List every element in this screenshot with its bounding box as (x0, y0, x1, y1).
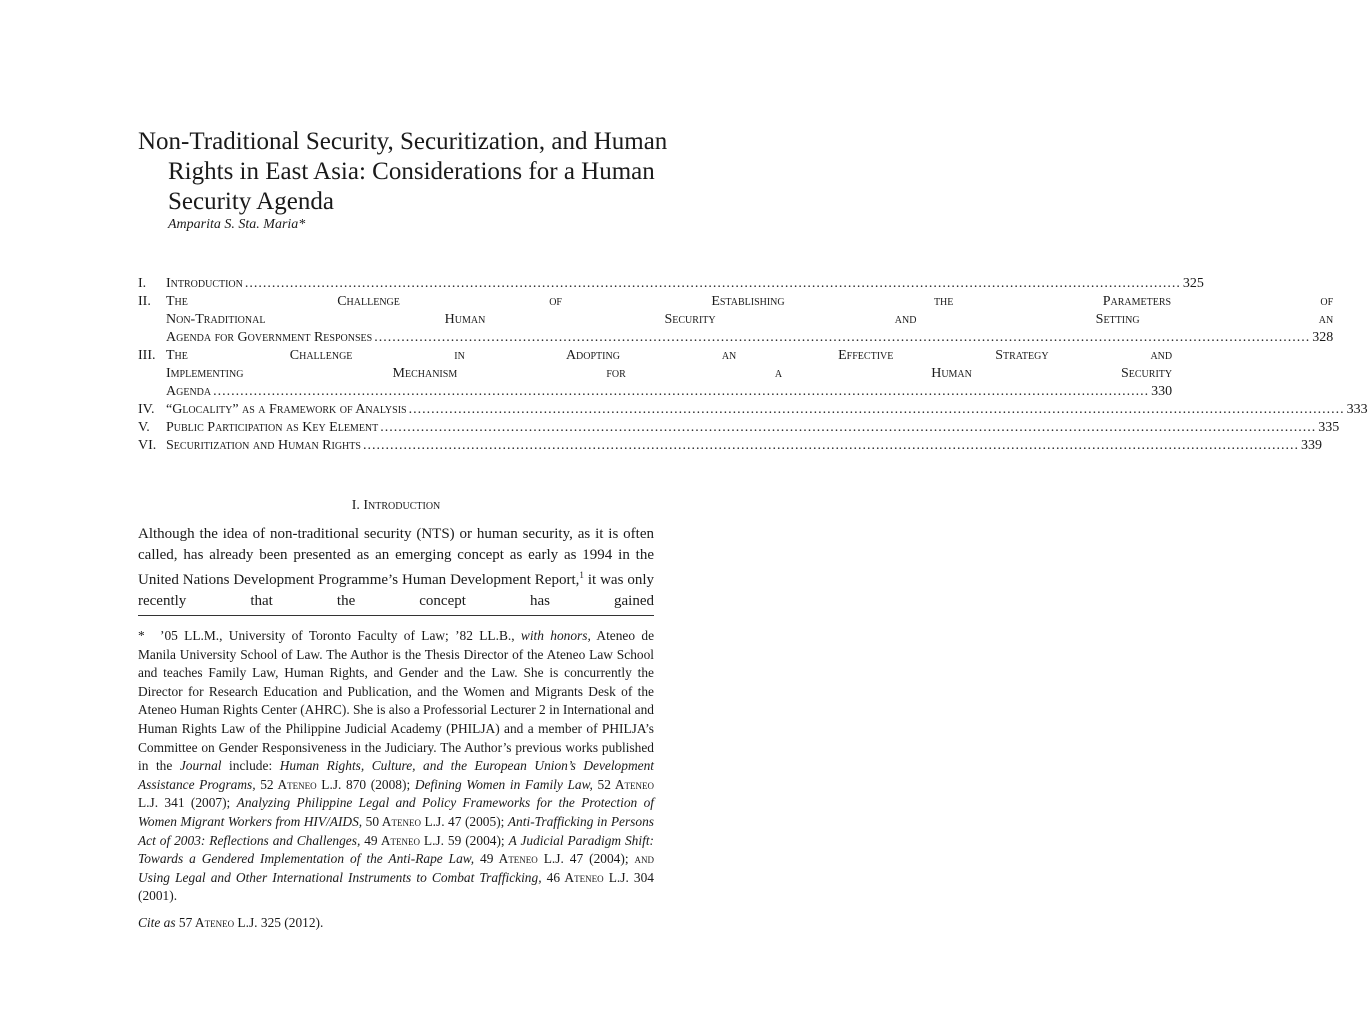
toc-entry (138, 347, 1173, 401)
toc-page: 335 (1318, 420, 1340, 435)
toc-number: IV. (138, 402, 155, 417)
footnote-reference: 1 (579, 570, 584, 580)
toc-title: Agenda for Government Responses (166, 330, 373, 345)
toc-entry (138, 437, 1322, 455)
toc-title: Agenda (166, 384, 212, 399)
toc-title: Implementing Mechanism for a Human Security (166, 366, 1173, 381)
toc-page: 333 (1346, 402, 1368, 417)
toc-title: The Challenge of Establishing the Parameters of (166, 294, 1334, 309)
toc-entry (138, 419, 1340, 437)
footnote-text: include: (221, 758, 280, 774)
toc-number: V. (138, 420, 150, 435)
toc-title: Introduction (166, 276, 243, 291)
toc-number: VI. (138, 438, 157, 453)
work-title: Defining Women in Family Law, (414, 776, 593, 792)
body-paragraph (138, 524, 654, 611)
citation-text: 57 Ateneo L.J. 325 (2012). (175, 915, 324, 930)
toc-title: Public Participation as Key Element (166, 420, 379, 435)
toc-number: I. (138, 276, 147, 291)
footnote-italic: with honors, (520, 628, 591, 643)
footnote-mark: * (138, 628, 145, 643)
paragraph-text: Although the idea of non-traditional security (NTS) or human security, as it is often called, has already been presented as an emerging concept as early as 1994 in the United Nations Development Programme’s Human Development Report, (138, 526, 654, 588)
journal-name: Journal (179, 758, 222, 774)
toc-page: 325 (1182, 276, 1204, 291)
author-name: Amparita S. Sta. Maria (168, 217, 299, 232)
work-title: Anti-Trafficking in Persons Act of 2003: Reflections and Challenges, (138, 813, 654, 848)
footnote-text: ’05 LL.M., University of Toronto Faculty of Law; ’82 LL.B., (160, 628, 521, 643)
author-footnote-mark: * (298, 217, 306, 232)
work-title: Using Legal and Other International Instruments to Combat Trafficking, (138, 869, 542, 885)
footnote-divider (138, 615, 654, 616)
paragraph-text-end: it was only recently that the concept has gained (138, 572, 654, 609)
footnote-text: Ateneo de Manila University School of Law. The Author is the Thesis Director of the Ateneo Law School and teaches Family Law, Human Rights, and Gender and the Law. She is concurrently the Director for Research Education and Publication, and the Women and Migrants Desk of the Ateneo Human Rights Center (AHRC). She is also a Professorial Lecturer 2 in International and Human Rights Law of the Philippine Judicial Academy (PHILJA) and a member of PHILJA’s Committee on Gender Responsiveness in the Judiciary. The Author’s previous works published in the (138, 628, 655, 774)
toc-number: II. (138, 294, 151, 309)
toc-title: Securitization and Human Rights (166, 438, 361, 453)
work-title: A Judicial Paradigm Shift: Towards a Gendered Implementation of the Anti-Rape Law, (138, 832, 654, 867)
work-title: Analyzing Philippine Legal and Policy Frameworks for the Protection of Women Migrant Workers from HIV/AIDS, (138, 795, 654, 829)
toc-page: 328 (1312, 330, 1334, 345)
toc-title: Non-Traditional Human Security and Setting an (166, 312, 1334, 327)
table-of-contents (138, 275, 1368, 455)
toc-entry (138, 275, 1204, 293)
author-line (168, 217, 305, 233)
citation-line (138, 915, 323, 931)
toc-page: 339 (1300, 438, 1322, 453)
work-title: Human Rights, Culture, and the European Union’s Development Assistance Programs, (138, 758, 654, 792)
work-citation: 52 Ateneo L.J. 341 (2007); (138, 776, 655, 811)
author-footnote (138, 627, 654, 906)
work-citation: 49 Ateneo L.J. 47 (2004); and (474, 851, 654, 867)
toc-page: 330 (1151, 384, 1173, 399)
toc-title: The Challenge in Adopting an Effective Strategy and (166, 348, 1173, 363)
toc-number: III. (138, 348, 156, 363)
toc-entry (138, 401, 1368, 419)
citation-prefix: Cite as (138, 915, 176, 930)
section-heading: I. Introduction (351, 498, 441, 513)
work-citation: 46 Ateneo L.J. 304 (2001). (138, 869, 654, 904)
article-title: Non-Traditional Security, Securitization, and Human Rights in East Asia: Considerations for a Human Security Agenda (138, 128, 668, 215)
toc-title: “Glocality” as a Framework of Analysis (166, 402, 407, 417)
work-citation: 52 Ateneo L.J. 870 (2008); (255, 776, 415, 792)
toc-entry (138, 293, 1334, 347)
work-citation: 50 Ateneo L.J. 47 (2005); (362, 813, 508, 829)
work-citation: 49 Ateneo L.J. 59 (2004); (360, 832, 509, 848)
